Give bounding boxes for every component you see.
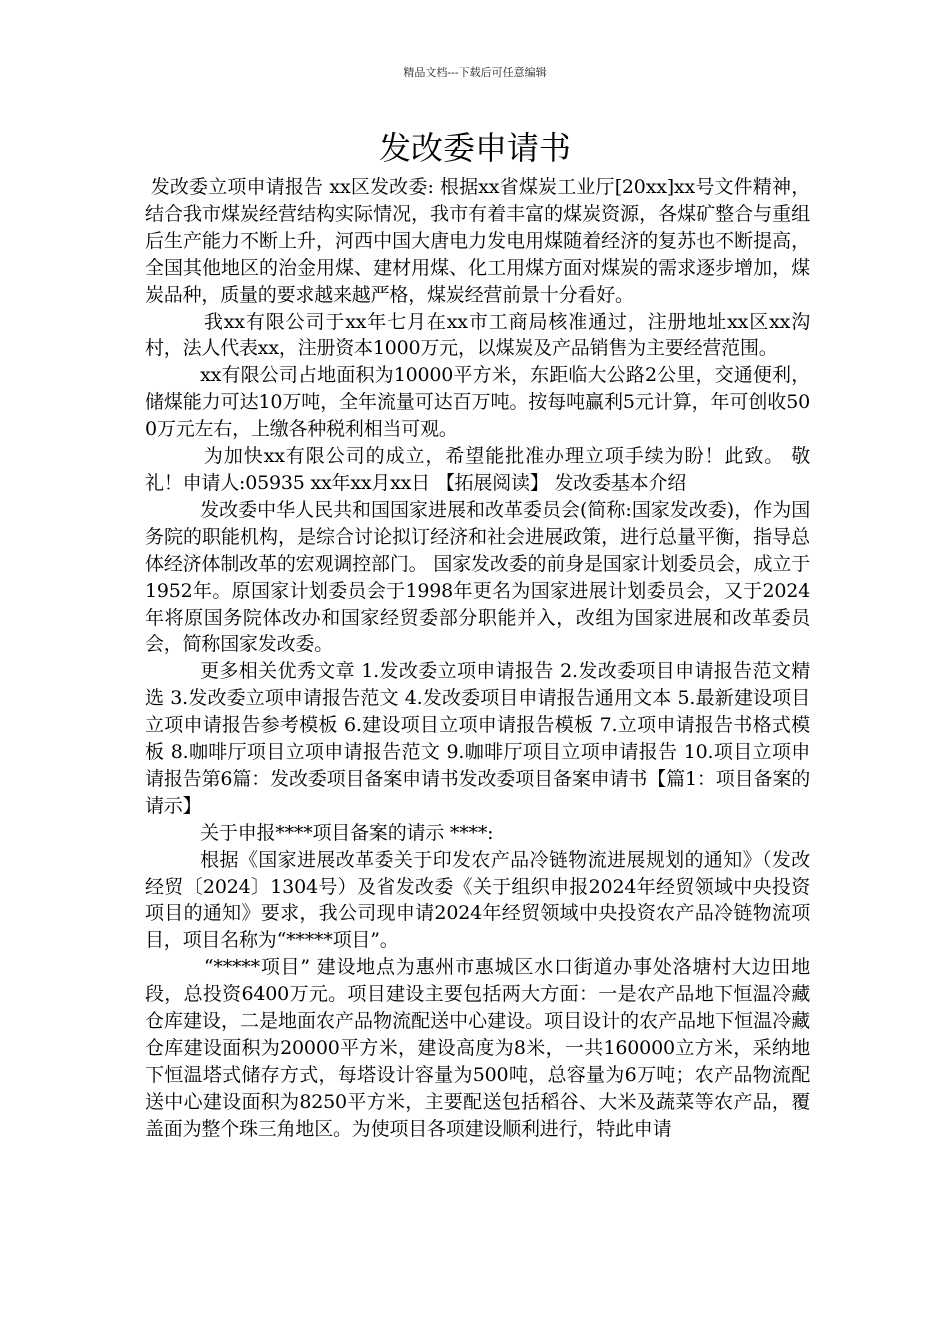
paragraph-company-registration: 我xx有限公司于xx年七月在xx市工商局核准通过，注册地址xx区xx沟村，法人代表xx，注册资本1000万元，以煤炭及产品销售为主要经营范围。 xyxy=(145,310,810,360)
paragraph-project-details: “*****项目” 建设地点为惠州市惠城区水口街道办事处洛塘村大边田地段，总投资6400万元。项目建设主要包括两大方面：一是农产品地下恒温冷藏仓库建设，二是地面农产品物流配送中心建设。项目设计的农产品地下恒温冷藏仓库建设面积为20000平方米，建设高度为8米，一共160000立方米，采纳地下恒温塔式储存方式，每塔设计容量为500吨，总容量为6万吨；农产品物流配送中心建设面积为8250平方米，主要配送包括稻谷、大米及蔬菜等农产品，覆盖面为整个珠三角地区。为使项目各项建设顺利进行，特此申请 xyxy=(145,956,810,1140)
document-title: 发改委申请书 xyxy=(378,129,571,167)
paragraph-request-heading: 关于申报****项目备案的请示 ****: xyxy=(200,821,494,844)
paragraph-ndrc-intro: 发改委中华人民共和国国家进展和改革委员会(简称:国家发改委)，作为国务院的职能机构，是综合讨论拟订经济和社会进展政策，进行总量平衡，指导总体经济体制改革的宏观调控部门。 国家发改委的前身是国家计划委员会，成立于1952年。原国家计划委员会于1998年更名为国家进展计划委员会，又于2024年将原国务院体改办和国家经贸委部分职能并入，改组为国家进展和改革委员会，简称国家发改委。 xyxy=(145,498,810,656)
paragraph-company-scale: xx有限公司占地面积为10000平方米，东距临大公路2公里，交通便利，储煤能力可达10万吨，全年流量可达百万吨。按每吨赢利5元计算，年可创收500万元左右，上缴各种税利相当可观。 xyxy=(145,364,810,441)
paragraph-related-articles: 更多相关优秀文章 1.发改委立项申请报告 2.发改委项目申请报告范文精选 3.发改委立项申请报告范文 4.发改委项目申请报告通用文本 5.最新建设项目立项申请报告参考模板 6.建设项目立项申请报告模板 7.立项申请报告书格式模板 8.咖啡厅项目立项申请报告范文 9.咖啡厅项目立项申请报告 10.项目立项申请报告第6篇：发改委项目备案申请书发改委项目备案申请书【篇1：项目备案的请示】 xyxy=(145,660,810,817)
paragraph-closing: 为加快xx有限公司的成立，希望能批准办理立项手续为盼！此致。 敬礼！申请人:05935 xx年xx月xx日 【拓展阅读】 发改委基本介绍 xyxy=(145,445,810,494)
document-body xyxy=(145,174,810,1143)
paragraph-basis: 根据《国家进展改革委关于印发农产品冷链物流进展规划的通知》（发改经贸〔2024〕1304号）及省发改委《关于组织申报2024年经贸领域中央投资项目的通知》要求，我公司现申请2024年经贸领域中央投资农产品冷链物流项目，项目名称为“*****项目”。 xyxy=(145,848,810,952)
page-header-watermark: 精品文档---下载后可任意编辑 xyxy=(403,66,547,79)
paragraph-intro: 发改委立项申请报告 xx区发改委: 根据xx省煤炭工业厅[20xx]xx号文件精神，结合我市煤炭经营结构实际情况，我市有着丰富的煤炭资源，各煤矿整合与重组后生产能力不断上升，河西中国大唐电力发电用煤随着经济的复苏也不断提高，全国其他地区的治金用煤、建材用煤、化工用煤方面对煤炭的需求逐步增加，煤炭品种，质量的要求越来越严格，煤炭经营前景十分看好。 xyxy=(145,176,810,306)
